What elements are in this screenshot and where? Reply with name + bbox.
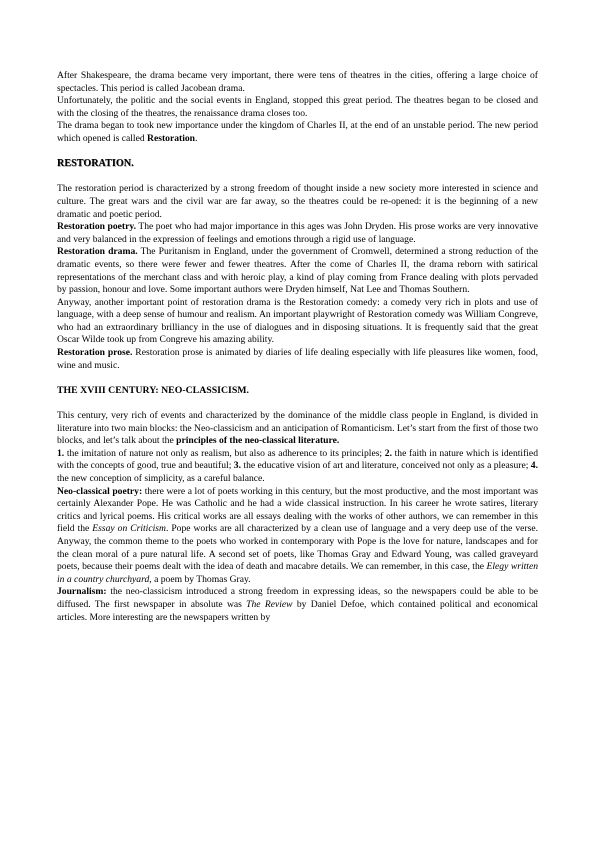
neoclassical-poetry-text-b: . Pope works are all characterized by a clean use of language and a very deep use of the verse. Anyway, the common theme to the poets who worked in contemporary with Pope is the love for nature, landscapes and for the clean moral of a pure natural life. A second set of poets, like Thomas Gray and Edward Young, was called graveyard poets, because their poems dealt with the idea of death and macabre details. We can remember, in this case, the: [57, 523, 538, 573]
principle-number-3: 3.: [233, 460, 241, 472]
journalism-text-b: by Daniel Defoe, which contained political and economical articles. More interesting are the newspapers written by: [57, 598, 538, 623]
journalism-label: Journalism:: [57, 586, 107, 598]
principle-text-2: the faith in nature which is identified with the concepts of good, true and beautiful;: [57, 447, 538, 472]
document-page: [57, 70, 538, 624]
principles-term: principles of the neo-classical literature.: [176, 435, 340, 447]
century-paragraph-1: [57, 410, 538, 448]
principle-number-4: 4.: [530, 460, 538, 472]
restoration-drama-paragraph: [57, 246, 538, 296]
journalism-text-a: the neo-classicism introduced a strong freedom in expressing ideas, so the newspapers could be able to be diffused. The first newspaper in absolute was: [57, 586, 538, 610]
restoration-term: Restoration: [147, 132, 196, 144]
intro-paragraph-2: Unfortunately, the politic and the social events in England, stopped this great period. The theatres began to be closed and with the closing of the theatres, the renaissance drama closes too.: [57, 95, 538, 119]
section-heading-xviii-century: THE XVIII CENTURY: NEO-CLASSICISM.: [57, 384, 250, 396]
restoration-poetry-text: The poet who had major importance in this ages was John Dryden. His prose works are very innovative and very balanced in the expression of feelings and emotions through a rigid use of language.: [57, 221, 538, 245]
restoration-drama-text: The Puritanism in England, under the government of Cromwell, determined a strong reduction of the dramatic events, so there were fewer and fewer theatres. After the come of Charles II, the drama reborn with satirical representations of the merchant class and with heroic play, a kind of play coming from France dealing with plots pervaded by passion, honour and love. Some important authors were Dryden himself, Nat Lee and Thomas Southern.: [57, 246, 538, 296]
neoclassical-poetry-text-c: , a poem by Thomas Gray.: [149, 573, 251, 585]
restoration-poetry-label: Restoration poetry.: [57, 221, 136, 233]
elegy-title: Elegy written in a country churchyard: [57, 561, 539, 585]
principle-number-1: 1.: [57, 447, 65, 459]
restoration-prose-paragraph: [57, 347, 538, 372]
restoration-poetry-paragraph: [57, 221, 538, 246]
the-review-title: The Review: [246, 598, 293, 610]
principle-number-2: 2.: [384, 447, 392, 459]
restoration-drama-label: Restoration drama.: [57, 246, 138, 258]
principle-text-1: the imitation of nature not only as realism, but also as adherence to its principles;: [64, 447, 385, 459]
neoclassical-poetry-label: Neo-classical poetry:: [57, 485, 143, 497]
intro-paragraph-1: After Shakespeare, the drama became very important, there were tens of theatres in the cities, offering a large choice of spectacles. This period is called Jacobean drama.: [57, 70, 538, 94]
restoration-paragraph-1: The restoration period is characterized by a strong freedom of thought inside a new society more interested in science and culture. The great wars and the civil war are far away, so the theatres could be re-opened: it is the beginning of a new dramatic and poetic period.: [57, 183, 538, 220]
intro-p3-end: .: [195, 132, 198, 144]
restoration-comedy-paragraph: Anyway, another important point of restoration drama is the Restoration comedy: a comedy very rich in plots and use of language, with a deep sense of humour and realism. An important playwright of Restoration comedy was William Congreve, who had an extraordinary brilliancy in the use of dialogues and in disposing situations. It is frequently said that the great Oscar Wilde took up from Congreve his amazing ability.: [57, 296, 538, 346]
principles-list-paragraph: [57, 448, 538, 486]
journalism-paragraph: [57, 586, 538, 624]
principle-text-3: the educative vision of art and literature, conceived not only as a pleasure;: [240, 460, 531, 472]
section-heading-restoration: RESTORATION.: [57, 158, 134, 170]
essay-on-criticism-title: Essay on Criticism: [92, 523, 166, 535]
intro-paragraph-3: [57, 120, 538, 145]
neoclassical-poetry-text-a: there were a lot of poets working in this century, but the most productive, and the most important was certainly Alexander Pope. He was Catholic and he had a wide classical instruction. In his career he wrote satires, literary critics and lyrical poems. His critical works are all essays dealing with the works of other authors, we can remember in this field the: [57, 485, 538, 535]
intro-p3-text: The drama began to took new importance under the kingdom of Charles II, at the end of an unstable period. The new period which opened is called: [57, 120, 538, 144]
century-p1-text: This century, very rich of events and characterized by the dominance of the middle class people in England, is divided in literature into two main blocks: the Neo-classicism and an anticipation of Romanticism. Let’s start from the first of those two blocks, and let’s talk about the: [57, 410, 538, 447]
neoclassical-poetry-paragraph: [57, 486, 538, 587]
restoration-prose-text: Restoration prose is animated by diaries of life dealing especially with life pleasures like women, food, wine and music.: [57, 347, 538, 371]
principle-text-4: the new conception of simplicity, as a careful balance.: [57, 473, 265, 484]
restoration-prose-label: Restoration prose.: [57, 347, 133, 359]
